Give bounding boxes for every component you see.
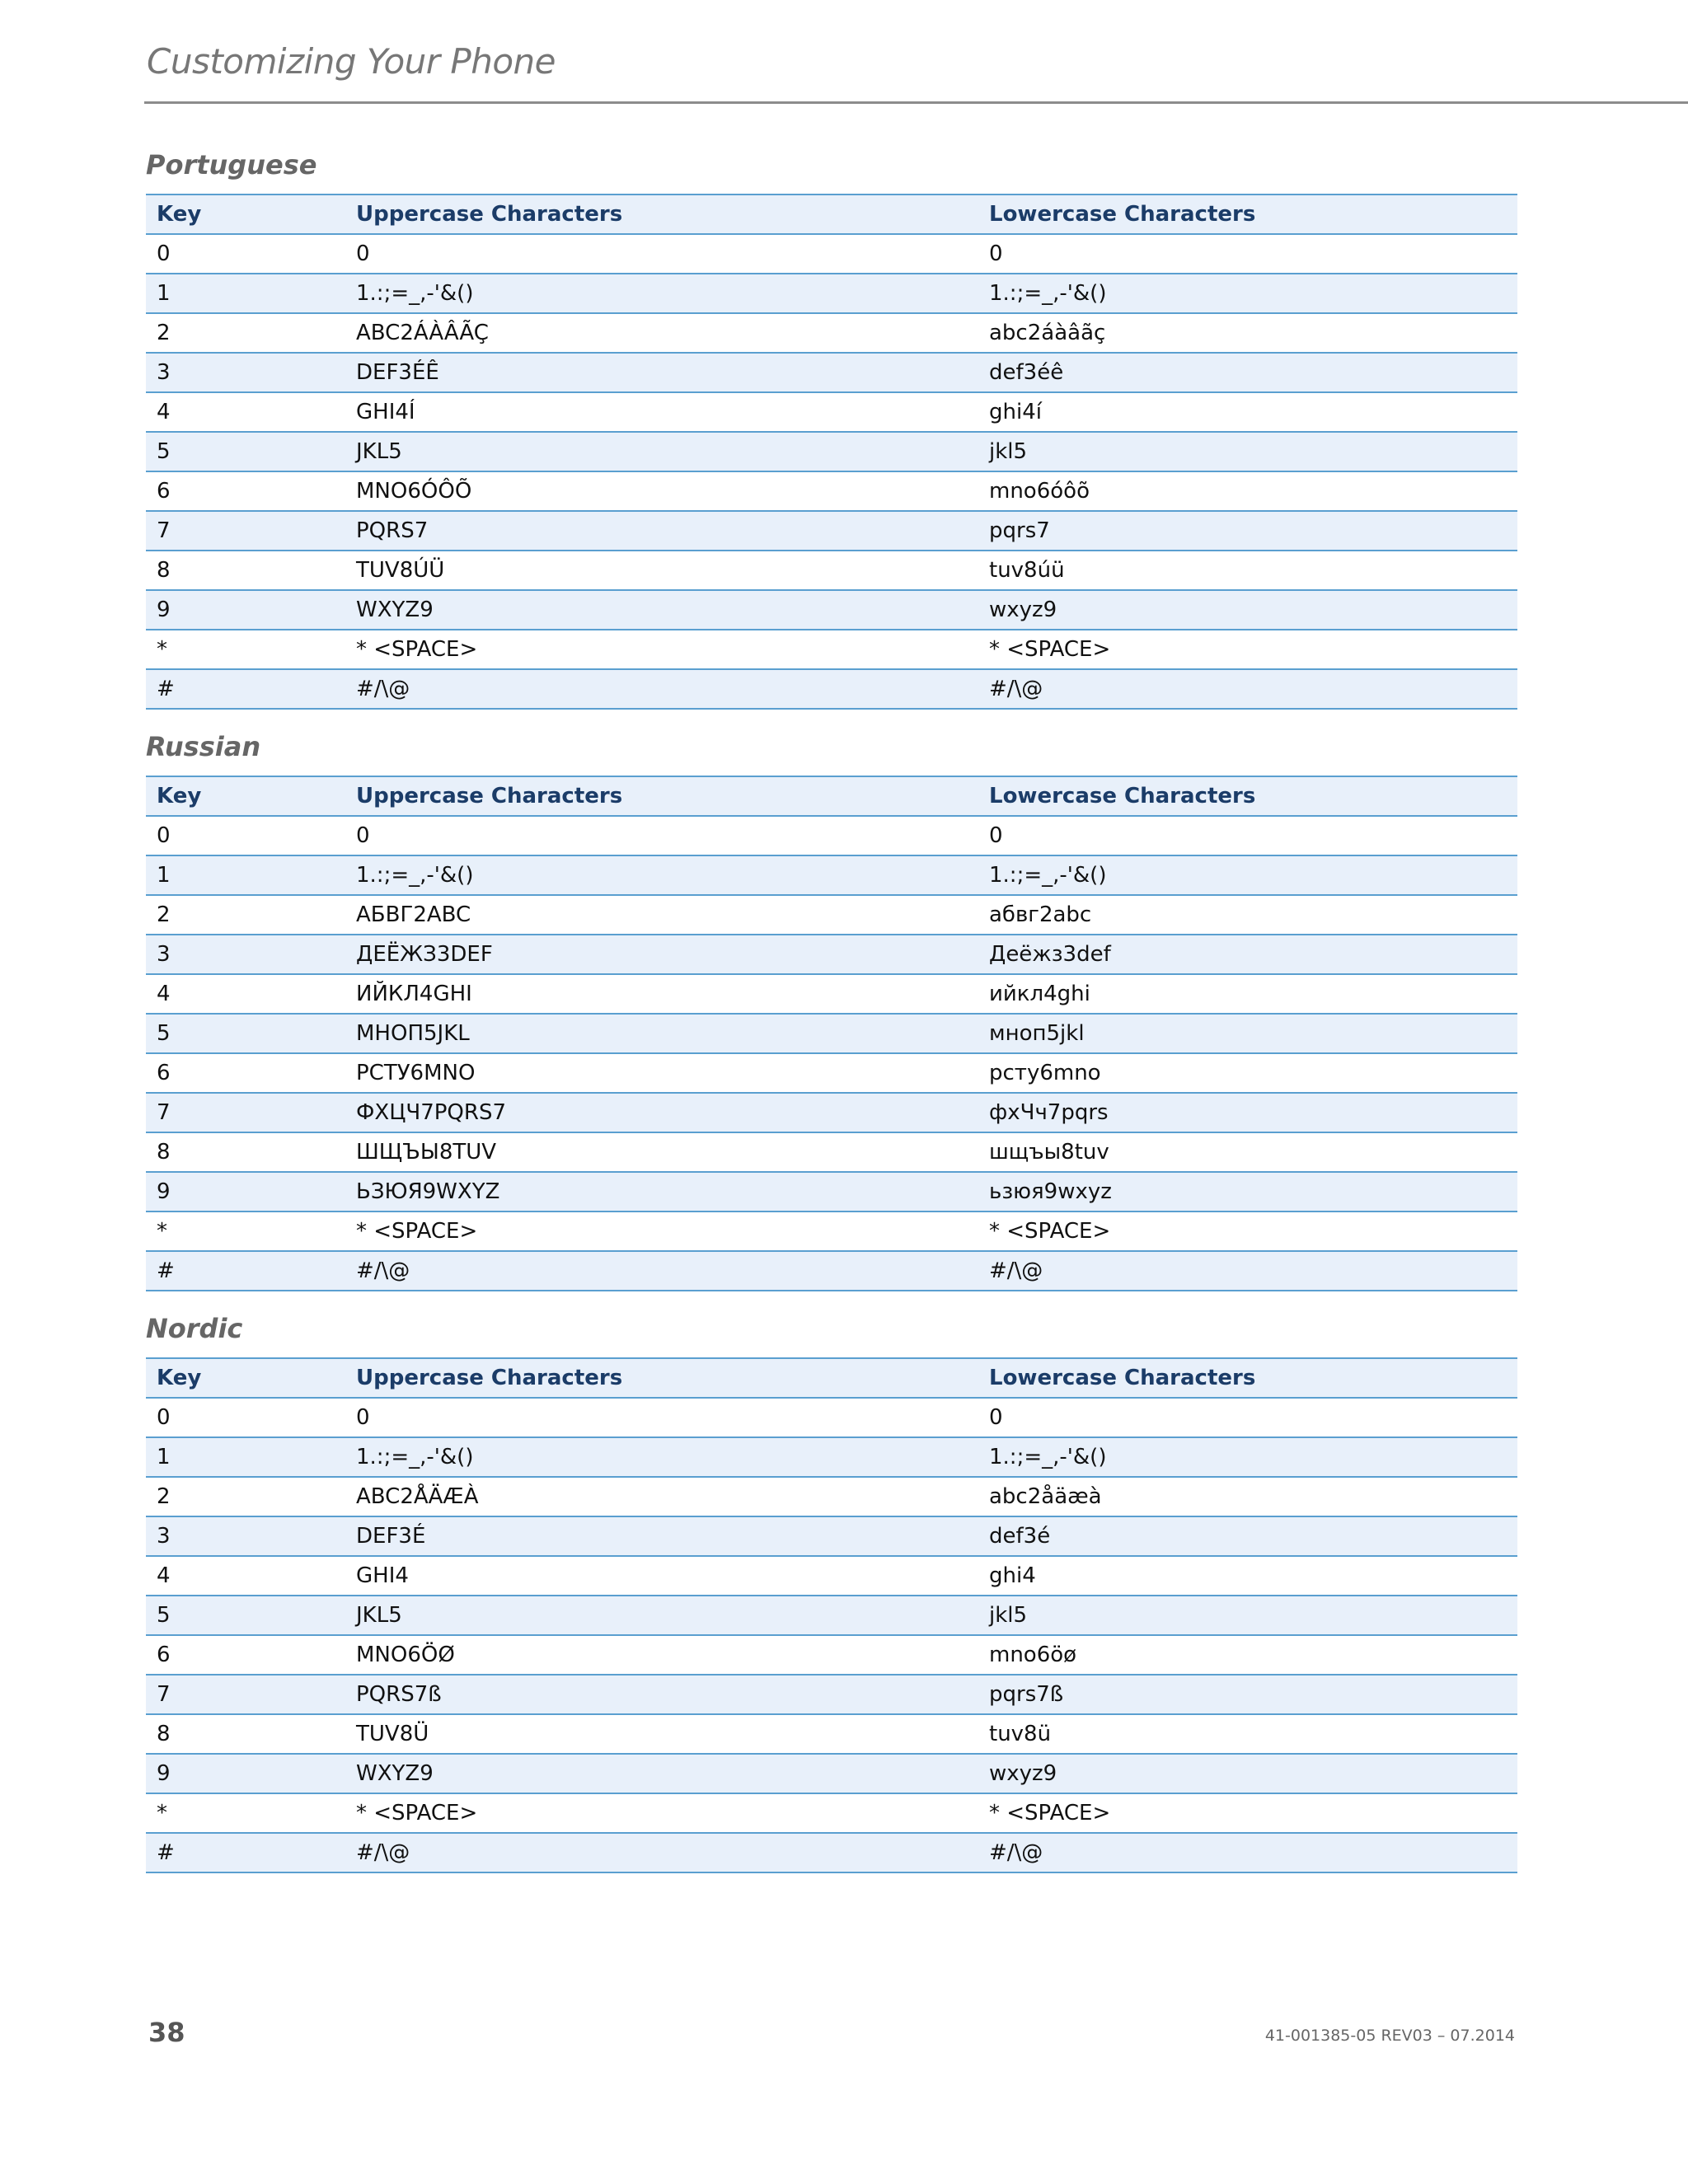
uppercase-cell: DEF3ÉÊ	[345, 353, 978, 392]
table-row	[146, 816, 1517, 855]
lowercase-cell: jkl5	[978, 432, 1517, 471]
page-header-title: Customizing Your Phone	[147, 41, 556, 82]
uppercase-cell: WXYZ9	[345, 590, 978, 630]
uppercase-cell: АБВГ2ABC	[345, 895, 978, 935]
table-row	[146, 353, 1517, 392]
table-row	[146, 432, 1517, 471]
uppercase-cell: ДЕЁЖЗ3DEF	[345, 935, 978, 974]
lowercase-cell: 1.:;=_,-'&()	[978, 1437, 1517, 1477]
key-cell: 9	[146, 590, 345, 630]
key-cell: 6	[146, 1635, 345, 1675]
table-header-row	[146, 194, 1517, 234]
uppercase-cell: ЬЗЮЯ9WXYZ	[345, 1172, 978, 1212]
uppercase-cell: 1.:;=_,-'&()	[345, 274, 978, 313]
page-number: 38	[148, 2017, 185, 2048]
key-cell: 6	[146, 1053, 345, 1093]
lowercase-cell: jkl5	[978, 1596, 1517, 1635]
column-header-lowercase: Lowercase Characters	[978, 776, 1517, 816]
uppercase-cell: #/\@	[345, 669, 978, 709]
key-cell: 3	[146, 935, 345, 974]
table-row	[146, 1053, 1517, 1093]
uppercase-cell: PQRS7	[345, 511, 978, 551]
key-cell: 3	[146, 353, 345, 392]
table-row	[146, 630, 1517, 669]
lowercase-cell: wxyz9	[978, 590, 1517, 630]
column-header-uppercase: Uppercase Characters	[345, 776, 978, 816]
column-header-key: Key	[146, 776, 345, 816]
lowercase-cell: ьзюя9wxyz	[978, 1172, 1517, 1212]
uppercase-cell: TUV8Ü	[345, 1714, 978, 1754]
uppercase-cell: 0	[345, 816, 978, 855]
key-cell: 5	[146, 432, 345, 471]
key-cell: 4	[146, 974, 345, 1014]
table-row	[146, 590, 1517, 630]
lowercase-cell: pqrs7	[978, 511, 1517, 551]
key-cell: 0	[146, 816, 345, 855]
key-cell: 1	[146, 1437, 345, 1477]
uppercase-cell: DEF3É	[345, 1516, 978, 1556]
key-cell: 0	[146, 234, 345, 274]
column-header-lowercase: Lowercase Characters	[978, 194, 1517, 234]
key-cell: 4	[146, 1556, 345, 1596]
section-title: Russian	[146, 731, 261, 762]
lowercase-cell: абвг2abc	[978, 895, 1517, 935]
table-row	[146, 935, 1517, 974]
table-row	[146, 1251, 1517, 1291]
lowercase-cell: * <SPACE>	[978, 630, 1517, 669]
lowercase-cell: abc2áàâãç	[978, 313, 1517, 353]
key-cell: 1	[146, 855, 345, 895]
table-row	[146, 1437, 1517, 1477]
lowercase-cell: 1.:;=_,-'&()	[978, 855, 1517, 895]
lowercase-cell: ghi4í	[978, 392, 1517, 432]
uppercase-cell: ABC2ÅÄÆÀ	[345, 1477, 978, 1516]
lowercase-cell: wxyz9	[978, 1754, 1517, 1793]
lowercase-cell: 0	[978, 1398, 1517, 1437]
key-cell: 6	[146, 471, 345, 511]
lowercase-cell: фхЧч7pqrs	[978, 1093, 1517, 1132]
table-row	[146, 1014, 1517, 1053]
key-cell: 3	[146, 1516, 345, 1556]
lowercase-cell: abc2åäæà	[978, 1477, 1517, 1516]
key-cell: 5	[146, 1014, 345, 1053]
table-row	[146, 313, 1517, 353]
table-row	[146, 471, 1517, 511]
lowercase-cell: * <SPACE>	[978, 1212, 1517, 1251]
table-row	[146, 392, 1517, 432]
table-row	[146, 1516, 1517, 1556]
key-cell: 2	[146, 1477, 345, 1516]
key-cell: 5	[146, 1596, 345, 1635]
table-row	[146, 1093, 1517, 1132]
portuguese-character-table	[146, 194, 1517, 710]
key-cell: 7	[146, 1675, 345, 1714]
key-cell: 0	[146, 1398, 345, 1437]
column-header-key: Key	[146, 1358, 345, 1398]
uppercase-cell: #/\@	[345, 1251, 978, 1291]
uppercase-cell: 0	[345, 1398, 978, 1437]
key-cell: 7	[146, 1093, 345, 1132]
lowercase-cell: 0	[978, 816, 1517, 855]
table-row	[146, 274, 1517, 313]
key-cell: #	[146, 1833, 345, 1872]
nordic-character-table	[146, 1357, 1517, 1873]
table-row	[146, 669, 1517, 709]
lowercase-cell: #/\@	[978, 1833, 1517, 1872]
column-header-uppercase: Uppercase Characters	[345, 194, 978, 234]
uppercase-cell: WXYZ9	[345, 1754, 978, 1793]
section-title: Nordic	[146, 1313, 243, 1344]
table-row	[146, 1754, 1517, 1793]
header-divider	[144, 101, 1688, 104]
table-row	[146, 1675, 1517, 1714]
table-row	[146, 974, 1517, 1014]
table-row	[146, 855, 1517, 895]
russian-character-table	[146, 776, 1517, 1291]
lowercase-cell: мноп5jkl	[978, 1014, 1517, 1053]
table-row	[146, 1132, 1517, 1172]
lowercase-cell: def3éê	[978, 353, 1517, 392]
key-cell: 8	[146, 1714, 345, 1754]
key-cell: 2	[146, 313, 345, 353]
lowercase-cell: 1.:;=_,-'&()	[978, 274, 1517, 313]
uppercase-cell: JKL5	[345, 1596, 978, 1635]
uppercase-cell: 1.:;=_,-'&()	[345, 855, 978, 895]
lowercase-cell: #/\@	[978, 1251, 1517, 1291]
table-row	[146, 1833, 1517, 1872]
uppercase-cell: * <SPACE>	[345, 1793, 978, 1833]
lowercase-cell: def3é	[978, 1516, 1517, 1556]
column-header-key: Key	[146, 194, 345, 234]
table-row	[146, 234, 1517, 274]
key-cell: 2	[146, 895, 345, 935]
nordic-section	[146, 1308, 1517, 1873]
table-header-row	[146, 1358, 1517, 1398]
lowercase-cell: mno6öø	[978, 1635, 1517, 1675]
document-id: 41-001385-05 REV03 – 07.2014	[1264, 2027, 1515, 2045]
lowercase-cell: mno6óôõ	[978, 471, 1517, 511]
russian-section	[146, 726, 1517, 1291]
uppercase-cell: * <SPACE>	[345, 1212, 978, 1251]
lowercase-cell: шщъы8tuv	[978, 1132, 1517, 1172]
lowercase-cell: рсту6mno	[978, 1053, 1517, 1093]
uppercase-cell: РСТУ6MNO	[345, 1053, 978, 1093]
uppercase-cell: TUV8ÚÜ	[345, 551, 978, 590]
uppercase-cell: GHI4Í	[345, 392, 978, 432]
table-row	[146, 1635, 1517, 1675]
column-header-lowercase: Lowercase Characters	[978, 1358, 1517, 1398]
uppercase-cell: МНОП5JKL	[345, 1014, 978, 1053]
table-row	[146, 511, 1517, 551]
lowercase-cell: pqrs7ß	[978, 1675, 1517, 1714]
table-row	[146, 1556, 1517, 1596]
table-row	[146, 1212, 1517, 1251]
uppercase-cell: ШЩЪЫ8TUV	[345, 1132, 978, 1172]
portuguese-section	[146, 144, 1517, 710]
key-cell: *	[146, 630, 345, 669]
key-cell: 4	[146, 392, 345, 432]
lowercase-cell: ийкл4ghi	[978, 974, 1517, 1014]
table-row	[146, 1714, 1517, 1754]
lowercase-cell: #/\@	[978, 669, 1517, 709]
table-row	[146, 551, 1517, 590]
lowercase-cell: tuv8ü	[978, 1714, 1517, 1754]
key-cell: 8	[146, 1132, 345, 1172]
key-cell: #	[146, 1251, 345, 1291]
lowercase-cell: 0	[978, 234, 1517, 274]
uppercase-cell: 1.:;=_,-'&()	[345, 1437, 978, 1477]
key-cell: *	[146, 1793, 345, 1833]
uppercase-cell: ABC2ÁÀÂÃÇ	[345, 313, 978, 353]
table-row	[146, 1793, 1517, 1833]
uppercase-cell: * <SPACE>	[345, 630, 978, 669]
key-cell: *	[146, 1212, 345, 1251]
key-cell: 9	[146, 1172, 345, 1212]
table-row	[146, 1596, 1517, 1635]
lowercase-cell: ghi4	[978, 1556, 1517, 1596]
key-cell: 1	[146, 274, 345, 313]
lowercase-cell: tuv8úü	[978, 551, 1517, 590]
uppercase-cell: MNO6ÓÔÕ	[345, 471, 978, 511]
key-cell: 8	[146, 551, 345, 590]
uppercase-cell: #/\@	[345, 1833, 978, 1872]
uppercase-cell: PQRS7ß	[345, 1675, 978, 1714]
column-header-uppercase: Uppercase Characters	[345, 1358, 978, 1398]
uppercase-cell: JKL5	[345, 432, 978, 471]
uppercase-cell: 0	[345, 234, 978, 274]
uppercase-cell: ФХЦЧ7PQRS7	[345, 1093, 978, 1132]
key-cell: 7	[146, 511, 345, 551]
lowercase-cell: * <SPACE>	[978, 1793, 1517, 1833]
lowercase-cell: Деёжз3def	[978, 935, 1517, 974]
table-row	[146, 1398, 1517, 1437]
uppercase-cell: ИЙКЛ4GHI	[345, 974, 978, 1014]
uppercase-cell: MNO6ÖØ	[345, 1635, 978, 1675]
table-row	[146, 895, 1517, 935]
uppercase-cell: GHI4	[345, 1556, 978, 1596]
table-row	[146, 1477, 1517, 1516]
table-header-row	[146, 776, 1517, 816]
table-row	[146, 1172, 1517, 1212]
section-title: Portuguese	[146, 149, 317, 180]
key-cell: 9	[146, 1754, 345, 1793]
key-cell: #	[146, 669, 345, 709]
